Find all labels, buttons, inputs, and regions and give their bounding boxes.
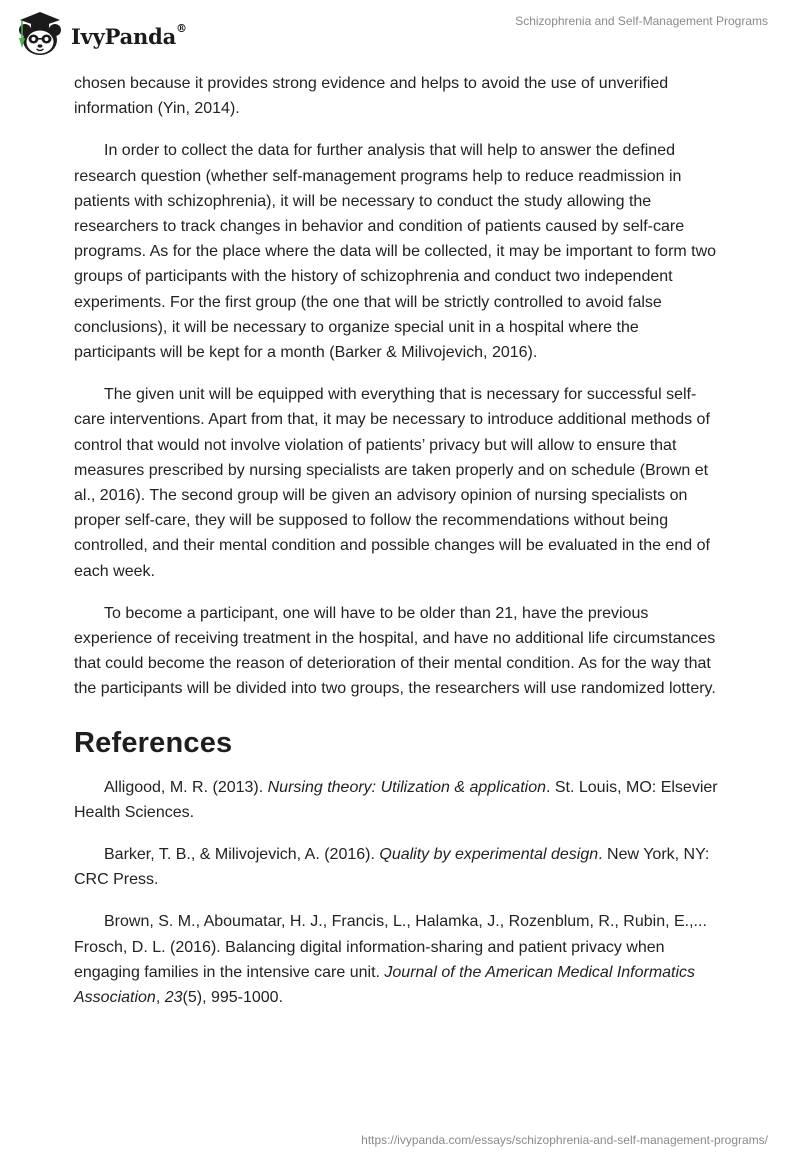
reference-item: Brown, S. M., Aboumatar, H. J., Francis, L., Halamka, J., Rozenblum, R., Rubin, E.,... Frosch, D. L. (2016). Balancing digital information-sharing and patient privacy when engaging families in the intensive care unit. Journal of the American Medical Informatics Association, 23(5), 995-1000. [74, 913, 707, 1007]
body-paragraph: To become a participant, one will have to be older than 21, have the previous experience of receiving treatment in the hospital, and have no additional life circumstances that could become the reason of deterioration of their mental condition. As for the way that the participants will be divided into two groups, the researchers will use randomized lottery. [74, 604, 716, 698]
essay-content [74, 71, 724, 1010]
body-paragraph: The given unit will be equipped with everything that is necessary for successful self-care interventions. Apart from that, it may be necessary to introduce additional methods of control that would not involve violation of patients’ privacy but will allow to ensure that measures prescribed by nursing specialists are taken properly and on schedule (Brown et al., 2016). The second group will be given an advisory opinion of nursing specialists on proper self-care, they will be supposed to follow the recommendations without being controlled, and their mental condition and possible changes will be evaluated in the end of each week. [74, 386, 710, 580]
brand-logo[interactable] [14, 8, 187, 60]
page-header [0, 0, 800, 70]
document-title: Schizophrenia and Self-Management Programs [515, 14, 768, 28]
panda-graduation-cap-icon [14, 8, 66, 60]
references-heading: References [74, 726, 233, 759]
source-url[interactable]: https://ivypanda.com/essays/schizophrenia-and-self-management-programs/ [361, 1133, 768, 1147]
brand-name: IvyPanda® [71, 21, 187, 49]
body-paragraph: In order to collect the data for further analysis that will help to answer the defined research question (whether self-management programs help to reduce readmission in patients with schizophrenia), it will be necessary to conduct the study allowing the researchers to track changes in behavior and condition of patients caused by self-care programs. As for the place where the data will be collected, it may be important to form two groups of participants with the history of schizophrenia and conduct two independent experiments. For the first group (the one that will be strictly controlled to avoid false conclusions), it will be necessary to organize special unit in a hospital where the participants will be kept for a month (Barker & Milivojevich, 2016). [74, 142, 717, 362]
reference-item: Barker, T. B., & Milivojevich, A. (2016). Quality by experimental design. New York, NY: CRC Press. [74, 846, 710, 889]
reference-list [74, 775, 724, 1011]
body-paragraph: chosen because it provides strong evidence and helps to avoid the use of unverified information (Yin, 2014). [74, 75, 669, 118]
reference-item: Alligood, M. R. (2013). Nursing theory: Utilization & application. St. Louis, MO: Elsevier Health Sciences. [74, 778, 718, 821]
